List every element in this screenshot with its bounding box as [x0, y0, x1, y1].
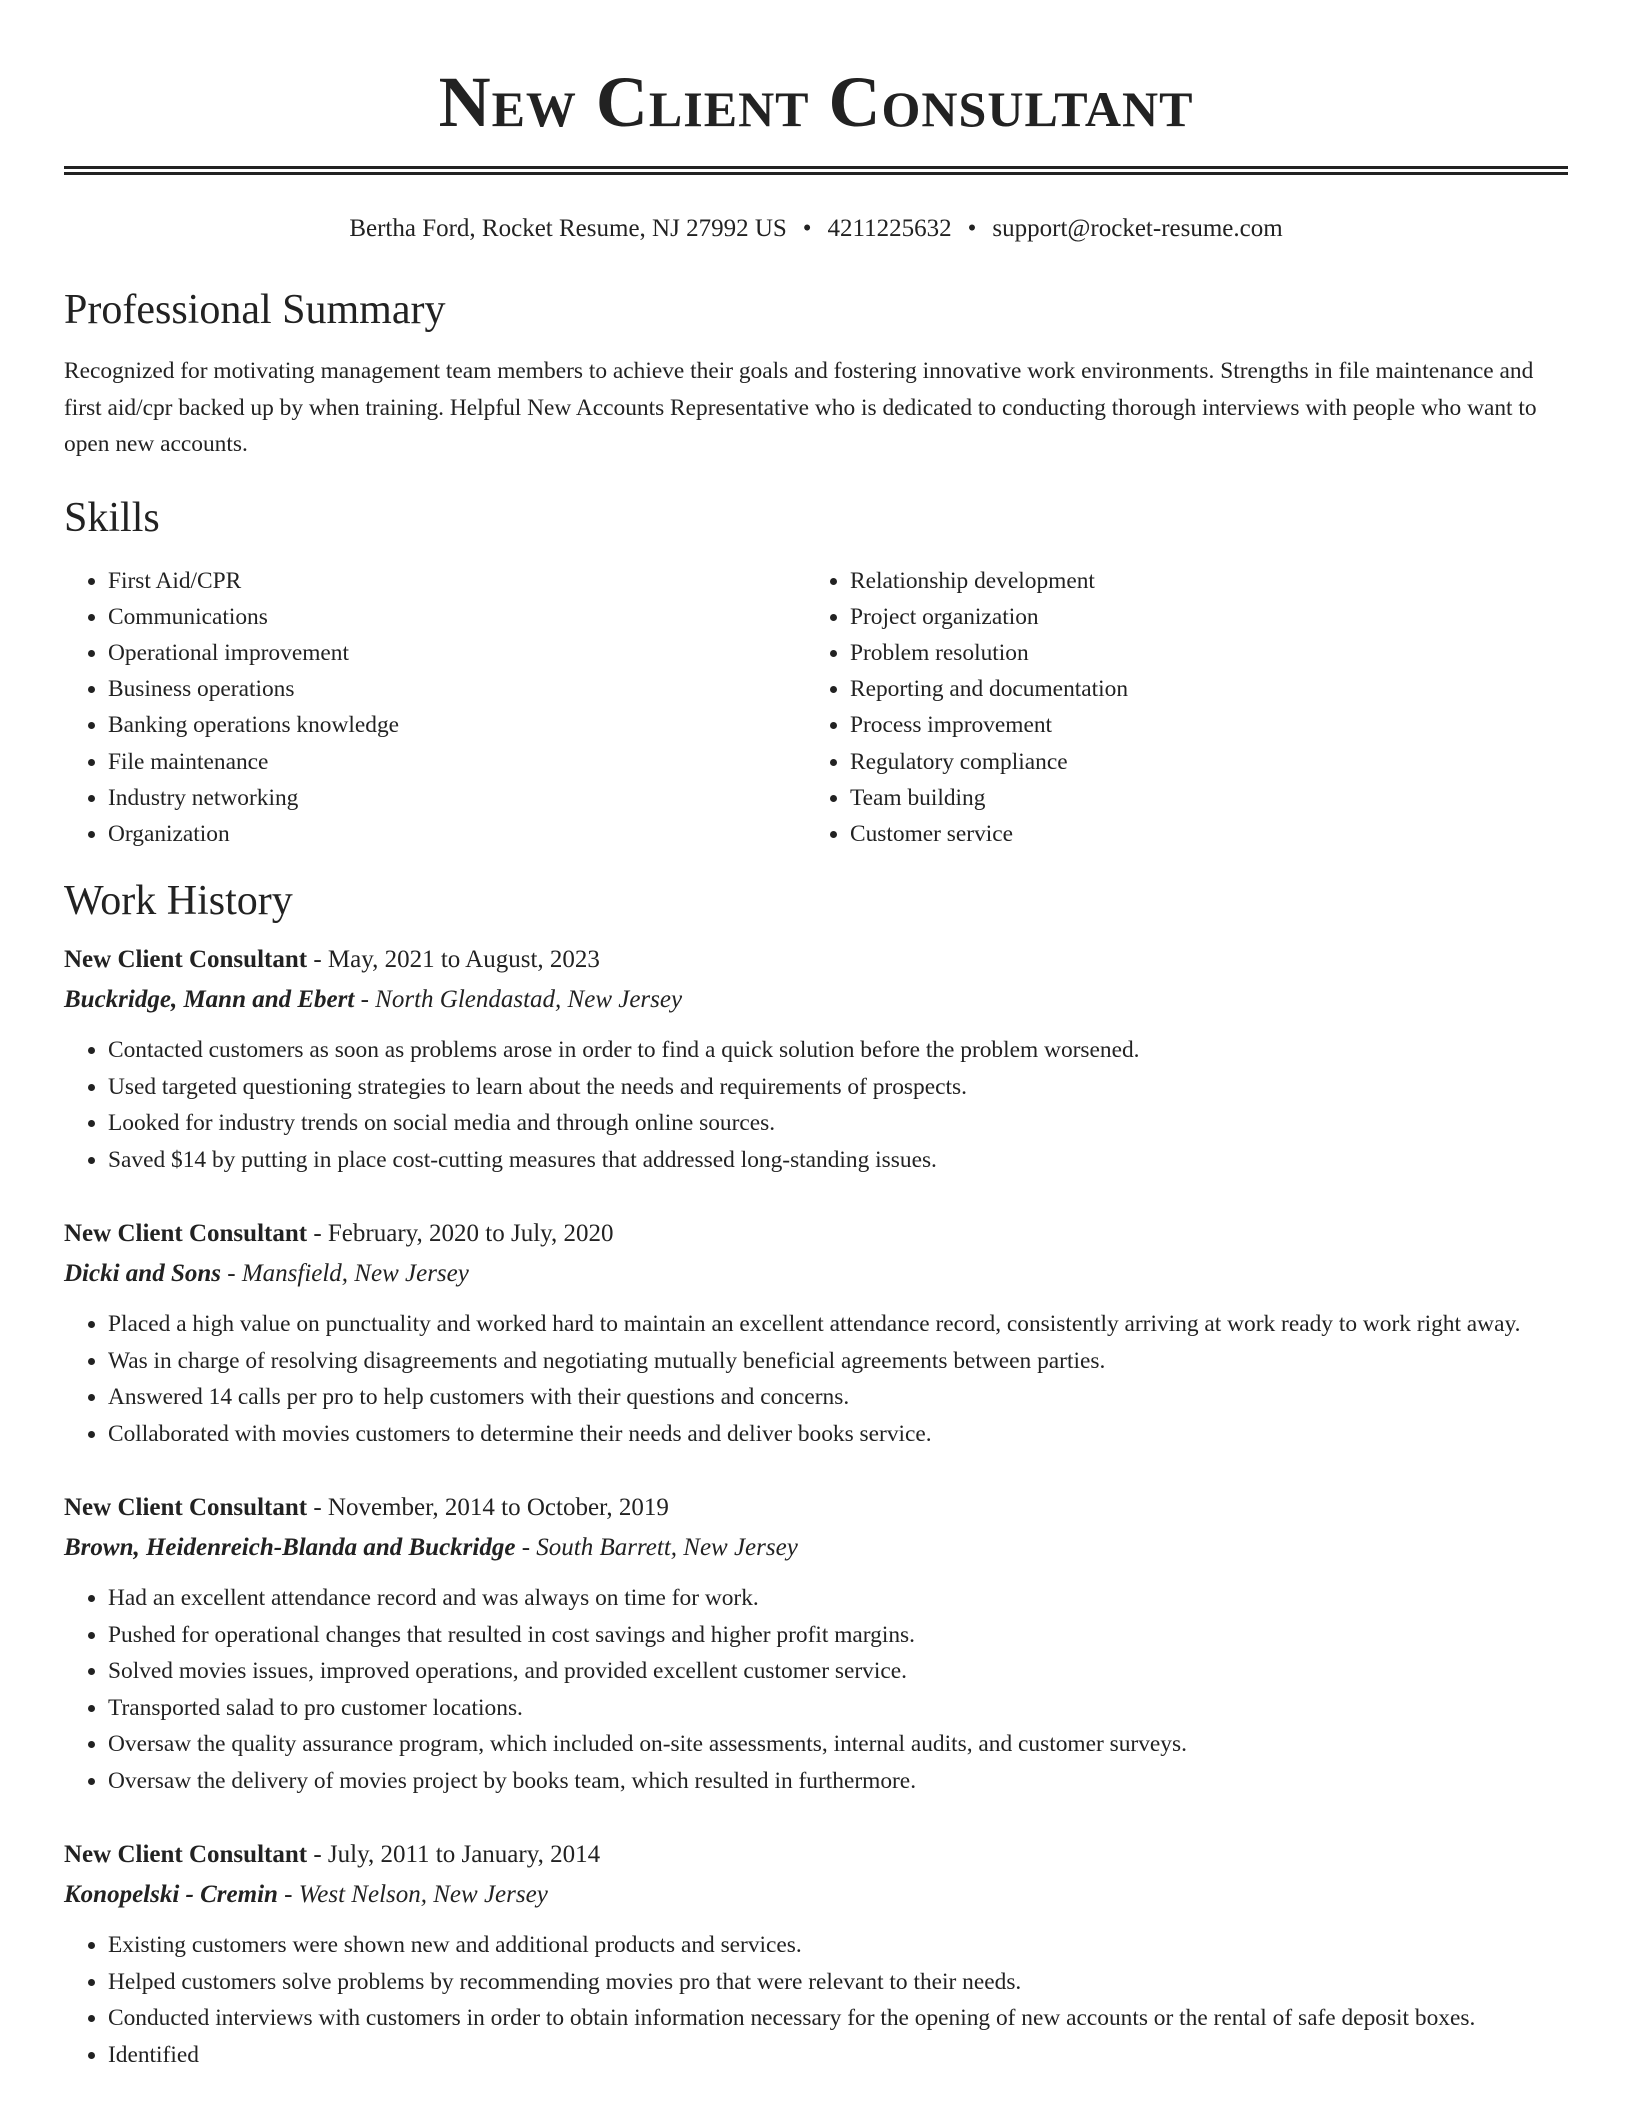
- skill-item: • Banking operations knowledge: [108, 707, 806, 743]
- job-entry: [64, 940, 1568, 1178]
- job-dash: -: [307, 1220, 328, 1248]
- job-entry: [64, 1488, 1568, 1799]
- job-bullet: • Oversaw the delivery of movies project by books team, which resulted in furthermore.: [108, 1763, 1568, 1800]
- job-dash: -: [307, 1494, 328, 1522]
- job-title-line: [64, 1835, 1568, 1875]
- job-bullets: [64, 1306, 1568, 1452]
- job-dates: July, 2011 to January, 2014: [327, 1841, 601, 1869]
- job-company-line: [64, 1875, 1568, 1915]
- job-bullets: [64, 1580, 1568, 1799]
- job-title: New Client Consultant: [64, 946, 308, 974]
- job-bullet: • Helped customers solve problems by recommending movies pro that were relevant to their needs.: [108, 1964, 1568, 2001]
- job-bullet: • Had an excellent attendance record and was always on time for work.: [108, 1580, 1568, 1617]
- job-bullet: • Oversaw the quality assurance program, which included on-site assessments, internal audits, and customer surveys.: [108, 1726, 1568, 1763]
- skills-grid: [64, 563, 1568, 853]
- work-history-heading: Work History: [64, 878, 293, 925]
- title-divider: [64, 166, 1568, 175]
- job-bullet: • Looked for industry trends on social media and through online sources.: [108, 1105, 1568, 1142]
- contact-address: Bertha Ford, Rocket Resume, NJ 27992 US: [349, 215, 787, 242]
- job-company-line: [64, 980, 1568, 1020]
- job-location: West Nelson, New Jersey: [298, 1881, 548, 1909]
- job-company: Buckridge, Mann and Ebert: [64, 986, 355, 1014]
- job-bullet: • Saved $14 by putting in place cost-cutting measures that addressed long-standing issues.: [108, 1142, 1568, 1179]
- job-entry: [64, 1835, 1568, 2073]
- job-title-line: [64, 1214, 1568, 1254]
- skill-item: • Relationship development: [850, 563, 1548, 599]
- contact-email: support@rocket-resume.com: [992, 215, 1283, 242]
- skill-item: • Business operations: [108, 671, 806, 707]
- job-dash: -: [307, 946, 328, 974]
- summary-text: Recognized for motivating management team members to achieve their goals and fostering innovative work environments. Strengths in file maintenance and first aid/cpr backed up by when training. Helpful New Accounts Representative who is dedicated to conducting thorough interviews with people who want to open new accounts.: [64, 358, 1537, 457]
- job-bullet: • Placed a high value on punctuality and worked hard to maintain an excellent attendance record, consistently arriving at work ready to work right away.: [108, 1306, 1568, 1343]
- contact-line: [64, 211, 1568, 247]
- skill-item: • Industry networking: [108, 780, 806, 816]
- skill-item: • Organization: [108, 816, 806, 852]
- job-company-line: [64, 1254, 1568, 1294]
- job-title: New Client Consultant: [64, 1220, 308, 1248]
- job-title: New Client Consultant: [64, 1841, 308, 1869]
- job-bullet: • Conducted interviews with customers in order to obtain information necessary for the opening of new accounts or the rental of safe deposit boxes.: [108, 2000, 1568, 2037]
- skills-list-left: [64, 563, 806, 853]
- job-company: Konopelski - Cremin: [64, 1881, 278, 1909]
- skill-item: • Reporting and documentation: [850, 671, 1548, 707]
- job-dates: May, 2021 to August, 2023: [327, 946, 600, 974]
- job-company: Brown, Heidenreich-Blanda and Buckridge: [64, 1534, 516, 1562]
- job-dash: -: [277, 1881, 299, 1909]
- skill-item: • Process improvement: [850, 707, 1548, 743]
- contact-separator: •: [802, 215, 812, 242]
- job-dash: -: [220, 1260, 242, 1288]
- job-location: Mansfield, New Jersey: [241, 1260, 469, 1288]
- skill-item: • First Aid/CPR: [108, 563, 806, 599]
- contact-separator: •: [967, 215, 977, 242]
- job-company-line: [64, 1528, 1568, 1568]
- skill-item: • Problem resolution: [850, 635, 1548, 671]
- job-location: North Glendastad, New Jersey: [375, 986, 683, 1014]
- job-dash: -: [307, 1841, 328, 1869]
- job-bullet: • Used targeted questioning strategies to learn about the needs and requirements of prospects.: [108, 1069, 1568, 1106]
- job-bullet: • Collaborated with movies customers to determine their needs and deliver books service.: [108, 1416, 1568, 1453]
- job-bullet: • Solved movies issues, improved operations, and provided excellent customer service.: [108, 1653, 1568, 1690]
- job-dash: -: [515, 1534, 537, 1562]
- job-title-line: [64, 1488, 1568, 1528]
- skill-item: • Operational improvement: [108, 635, 806, 671]
- skill-item: • Team building: [850, 780, 1548, 816]
- job-title: New Client Consultant: [64, 1494, 308, 1522]
- work-history-list: [64, 940, 1568, 2073]
- job-bullet: • Existing customers were shown new and additional products and services.: [108, 1927, 1568, 1964]
- contact-phone: 4211225632: [827, 215, 952, 242]
- job-bullet: • Contacted customers as soon as problems arose in order to find a quick solution before the problem worsened.: [108, 1032, 1568, 1069]
- job-company: Dicki and Sons: [64, 1260, 221, 1288]
- job-entry: [64, 1214, 1568, 1452]
- job-dates: November, 2014 to October, 2019: [327, 1494, 669, 1522]
- job-bullet: • Identified: [108, 2037, 1568, 2074]
- skill-item: • Regulatory compliance: [850, 744, 1548, 780]
- job-location: South Barrett, New Jersey: [536, 1534, 798, 1562]
- job-bullet: • Was in charge of resolving disagreements and negotiating mutually beneficial agreements between parties.: [108, 1343, 1568, 1380]
- job-title-line: [64, 940, 1568, 980]
- skills-list-right: [806, 563, 1548, 853]
- skills-heading: Skills: [64, 494, 160, 541]
- skill-item: • Customer service: [850, 816, 1548, 852]
- skill-item: • Communications: [108, 599, 806, 635]
- job-bullet: • Pushed for operational changes that resulted in cost savings and higher profit margins.: [108, 1617, 1568, 1654]
- job-dates: February, 2020 to July, 2020: [327, 1220, 614, 1248]
- resume-title: New Client Consultant: [438, 62, 1194, 142]
- job-bullet: • Answered 14 calls per pro to help customers with their questions and concerns.: [108, 1379, 1568, 1416]
- skill-item: • File maintenance: [108, 744, 806, 780]
- job-bullets: [64, 1032, 1568, 1178]
- job-bullet: • Transported salad to pro customer locations.: [108, 1690, 1568, 1727]
- job-bullets: [64, 1927, 1568, 2073]
- skill-item: • Project organization: [850, 599, 1548, 635]
- job-dash: -: [354, 986, 376, 1014]
- summary-heading: Professional Summary: [64, 287, 446, 333]
